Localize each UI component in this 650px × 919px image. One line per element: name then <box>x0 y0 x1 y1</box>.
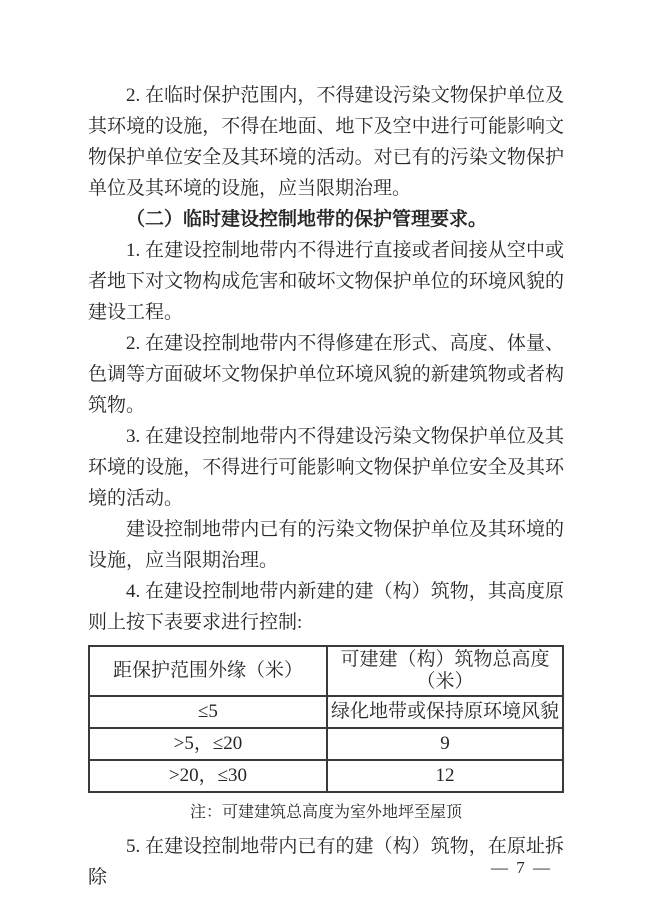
table-header-max-height: 可建建（构）筑物总高度（米） <box>327 646 563 696</box>
paragraph-item-1: 1. 在建设控制地带内不得进行直接或者间接从空中或者地下对文物构成危害和破坏文物保护单位的环境风貌的建设工程。 <box>88 240 564 323</box>
document-body <box>88 80 564 893</box>
table-cell-distance: >5，≤20 <box>89 728 327 760</box>
table-row <box>89 760 563 792</box>
table-note: 注：可建建筑总高度为室外地坪至屋顶 <box>189 804 462 821</box>
table-cell-height: 12 <box>327 760 563 792</box>
paragraph-item-4: 4. 在建设控制地带内新建的建（构）筑物，其高度原则上按下表要求进行控制: <box>88 581 564 633</box>
table-cell-distance: ≤5 <box>89 696 327 728</box>
section-heading-temporary-construction-control-zone: （二）临时建设控制地带的保护管理要求。 <box>126 209 488 230</box>
table-row <box>89 728 563 760</box>
table-cell-height: 绿化地带或保持原环境风貌 <box>327 696 563 728</box>
paragraph-item-3: 3. 在建设控制地带内不得建设污染文物保护单位及其环境的设施，不得进行可能影响文物保护单位安全及其环境的活动。 <box>88 426 564 509</box>
paragraph-item-2: 2. 在建设控制地带内不得修建在形式、高度、体量、色调等方面破坏文物保护单位环境风貌的新建筑物或者构筑物。 <box>88 333 564 416</box>
paragraph-temporary-protection-scope: 2. 在临时保护范围内，不得建设污染文物保护单位及其环境的设施，不得在地面、地下及空中进行可能影响文物保护单位安全及其环境的活动。对已有的污染文物保护单位及其环境的设施，应当限期治理。 <box>88 85 564 199</box>
table-header-distance: 距保护范围外缘（米） <box>89 646 327 696</box>
height-control-table <box>88 645 564 793</box>
table-cell-distance: >20，≤30 <box>89 760 327 792</box>
table-row <box>89 696 563 728</box>
paragraph-item-5: 5. 在建设控制地带内已有的建（构）筑物，在原址拆除 <box>88 836 564 888</box>
table-header-row <box>89 646 563 696</box>
table-cell-height: 9 <box>327 728 563 760</box>
paragraph-existing-pollution-facilities: 建设控制地带内已有的污染文物保护单位及其环境的设施，应当限期治理。 <box>88 519 564 571</box>
page-number: — 7 — <box>491 858 552 877</box>
